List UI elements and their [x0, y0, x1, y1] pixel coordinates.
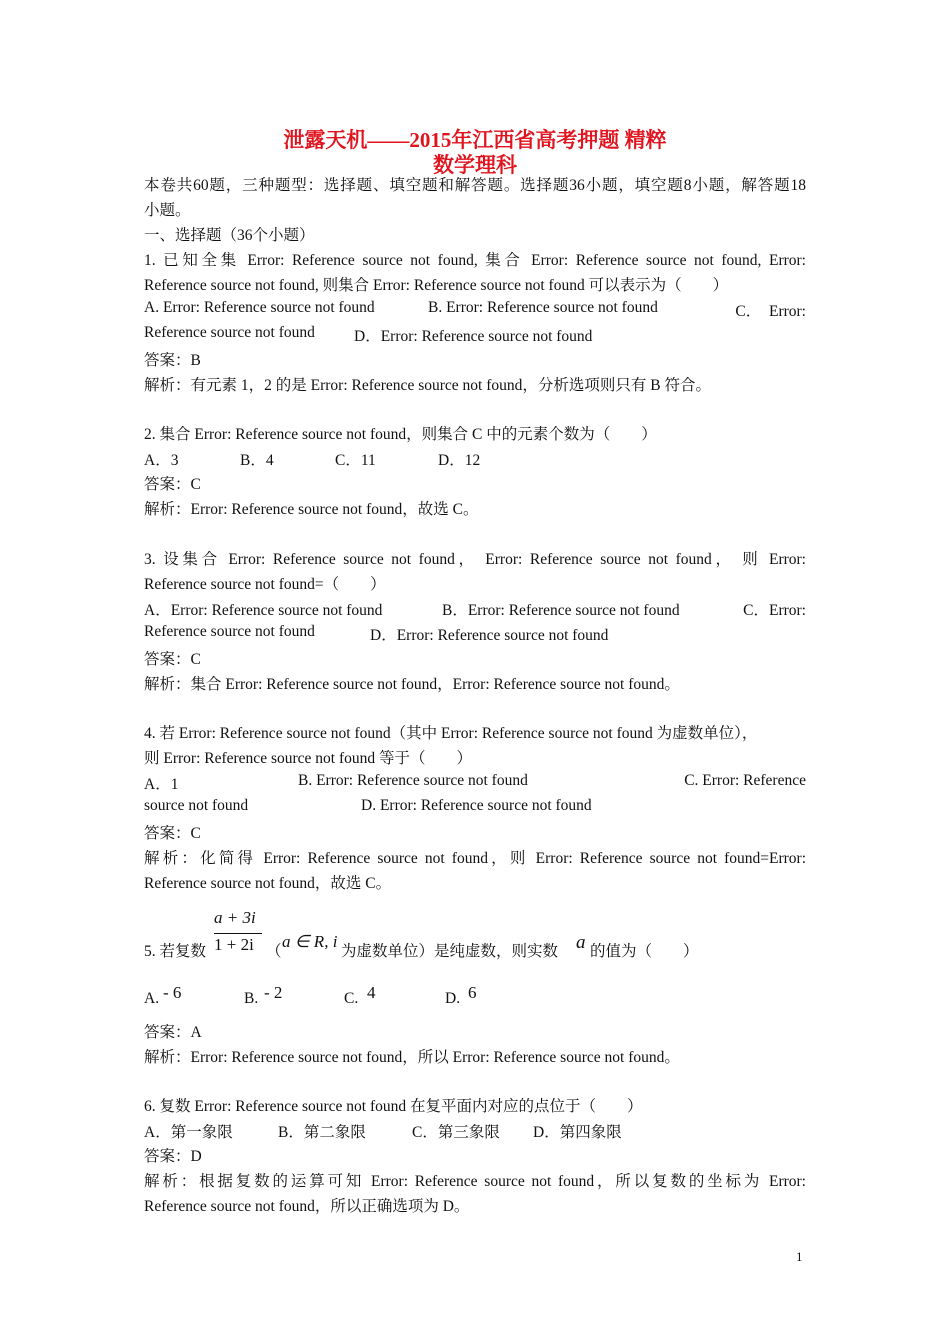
q1-option-b: B. Error: Reference source not found — [428, 299, 658, 316]
q5-option-a-value: - 6 — [163, 983, 182, 1002]
q3-stem-line-2: Reference source not found=（ ） — [144, 576, 386, 593]
q2-stem: 2. 集合 Error: Reference source not found，则集合 C 中的元素个数为（ ） — [144, 426, 657, 443]
q5-option-c-label: C. — [344, 990, 359, 1007]
q3-option-a: A．Error: Reference source not found — [144, 602, 383, 619]
q4-option-c: C. Error: Reference — [684, 772, 806, 789]
intro-line-1: 本卷共60题，三种题型：选择题、填空题和解答题。选择题36小题，填空题8小题，解答题18 — [144, 177, 806, 194]
q2-option-c: C．11 — [335, 452, 376, 469]
q5-stem-prefix: 5. 若复数 — [144, 943, 207, 960]
q5-paren-open: （ — [266, 943, 282, 960]
q1-option-d: D．Error: Reference source not found — [354, 328, 593, 345]
q4-analysis-line-2: Reference source not found，故选 C。 — [144, 875, 392, 892]
q3-stem-line-1: 3. 设集合 Error: Reference source not found， Error: Reference source not found， 则 Error: — [144, 551, 806, 568]
q5-option-d-value: 6 — [468, 983, 477, 1002]
q5-option-b-label: B. — [244, 990, 259, 1007]
q2-analysis: 解析：Error: Reference source not found，故选 C。 — [144, 501, 479, 518]
q4-answer: 答案：C — [144, 825, 201, 842]
q3-option-d: D．Error: Reference source not found — [370, 627, 609, 644]
page-number: 1 — [796, 1249, 803, 1264]
q3-analysis: 解析：集合 Error: Reference source not found，Error: Reference source not found。 — [144, 676, 680, 693]
q5-analysis: 解析：Error: Reference source not found，所以 Error: Reference source not found。 — [144, 1049, 680, 1066]
q1-analysis: 解析：有元素 1，2 的是 Error: Reference source not found，分析选项则只有 B 符合。 — [144, 377, 711, 394]
intro-line-2: 小题。 — [144, 202, 191, 219]
q5-fraction-denominator: 1 + 2i — [214, 935, 254, 954]
q6-option-a: A．第一象限 — [144, 1124, 233, 1141]
q2-option-b: B．4 — [240, 452, 274, 469]
q5-fraction — [214, 908, 264, 958]
q5-condition: a ∈ R, i — [282, 932, 338, 951]
q5-option-d-label: D. — [445, 990, 461, 1007]
q2-option-a: A．3 — [144, 452, 179, 469]
q2-answer: 答案：C — [144, 476, 201, 493]
q6-analysis-line-2: Reference source not found，所以正确选项为 D。 — [144, 1198, 470, 1215]
q5-answer: 答案：A — [144, 1024, 202, 1041]
q6-option-d: D．第四象限 — [533, 1124, 622, 1141]
q6-stem: 6. 复数 Error: Reference source not found 在复平面内对应的点位于（ ） — [144, 1098, 643, 1115]
q5-option-c-value: 4 — [367, 983, 376, 1002]
q4-option-c-cont: source not found — [144, 797, 249, 814]
q5-stem-suffix: 的值为（ ） — [590, 943, 699, 960]
q3-option-b: B．Error: Reference source not found — [442, 602, 680, 619]
q5-stem-mid: 为虚数单位）是纯虚数，则实数 — [341, 943, 559, 960]
q1-stem-line-2: Reference source not found, 则集合 Error: Reference source not found 可以表示为（ ） — [144, 277, 729, 294]
q5-fraction-bar — [214, 933, 262, 934]
section-heading: 一、选择题（36个小题） — [144, 227, 315, 244]
document-title: 泄露天机——2015年江西省高考押题 精粹 — [283, 128, 667, 152]
q6-answer: 答案：D — [144, 1148, 202, 1165]
q5-variable: a — [576, 932, 586, 953]
q5-option-a-label: A. — [144, 990, 160, 1007]
q2-option-d: D．12 — [438, 452, 481, 469]
q3-option-c: C．Error: — [743, 602, 806, 619]
q3-answer: 答案：C — [144, 651, 201, 668]
q6-option-c: C．第三象限 — [412, 1124, 500, 1141]
q1-stem-line-1: 1. 已知全集 Error: Reference source not found, 集合 Error: Reference source not found, Error: — [144, 252, 806, 269]
q4-option-a: A．1 — [144, 776, 179, 793]
q1-answer: 答案：B — [144, 352, 201, 369]
q4-analysis-line-1: 解析：化简得 Error: Reference source not found，则 Error: Reference source not found=Error: — [144, 850, 806, 867]
q4-stem-line-2: 则 Error: Reference source not found 等于（ ） — [144, 750, 472, 767]
q5-fraction-numerator: a + 3i — [214, 908, 256, 927]
q5-option-b-value: - 2 — [264, 983, 283, 1002]
q6-analysis-line-1: 解析：根据复数的运算可知 Error: Reference source not found，所以复数的坐标为 Error: — [144, 1173, 806, 1190]
q3-option-c-cont: Reference source not found — [144, 623, 315, 640]
q1-option-c: C． Error: — [735, 303, 806, 320]
q4-option-b: B. Error: Reference source not found — [298, 772, 528, 789]
document-subtitle: 数学理科 — [433, 153, 517, 177]
q6-option-b: B．第二象限 — [278, 1124, 366, 1141]
q4-option-d: D. Error: Reference source not found — [361, 797, 592, 814]
q1-option-a: A. Error: Reference source not found — [144, 299, 375, 316]
q4-stem-line-1: 4. 若 Error: Reference source not found（其中 Error: Reference source not found 为虚数单位）， — [144, 725, 758, 742]
q1-option-c-cont: Reference source not found — [144, 324, 315, 341]
